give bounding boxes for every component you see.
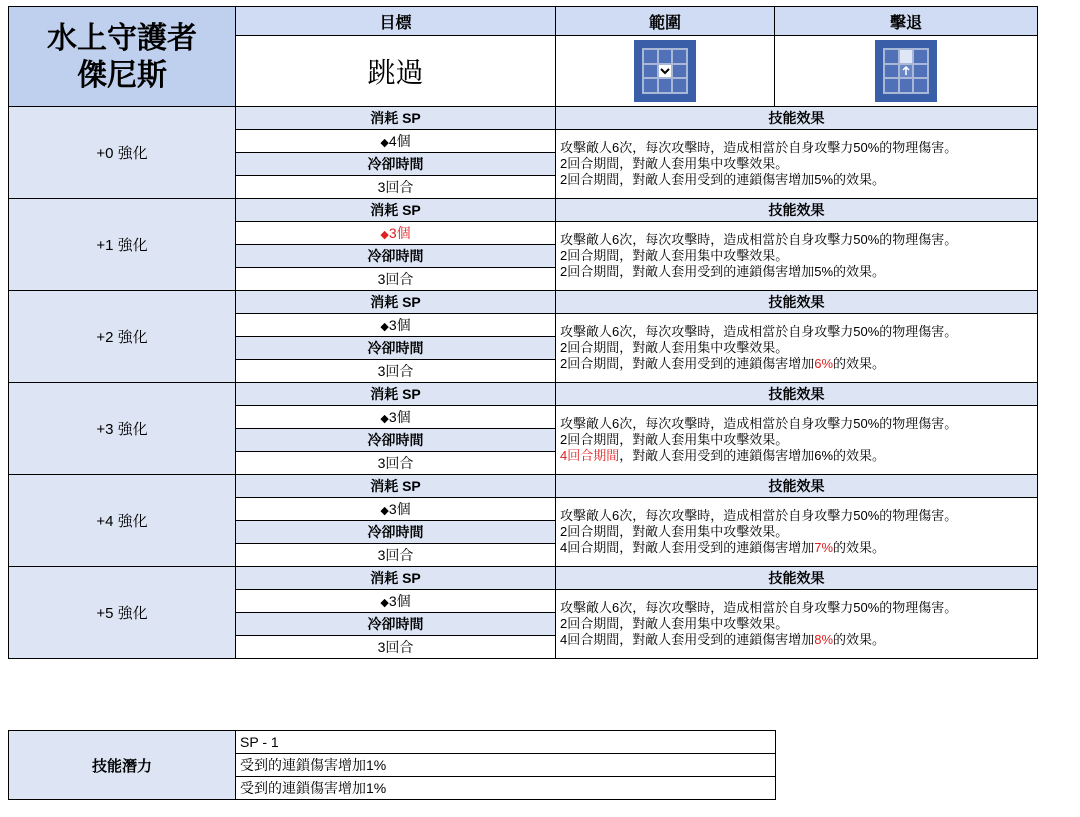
effect-label: 技能效果 (556, 291, 1038, 314)
effect-percent: 6% (814, 448, 834, 463)
effect-line-1: 攻擊敵人6次，每次攻擊時，造成相當於自身攻擊力50%的物理傷害。 (560, 600, 958, 615)
cooldown-label: 冷卻時間 (236, 337, 556, 360)
effect-line-3 (560, 448, 1037, 464)
sp-label: 消耗 SP (236, 291, 556, 314)
cooldown-label: 冷卻時間 (236, 613, 556, 636)
effect-label: 技能效果 (556, 107, 1038, 130)
potential-label: 技能潛力 (9, 731, 236, 800)
cooldown-value: 3回合 (236, 452, 556, 475)
level-label: +5 強化 (9, 567, 236, 659)
effect-percent: 8% (814, 632, 834, 647)
sp-label: 消耗 SP (236, 475, 556, 498)
target-value: 跳過 (236, 36, 556, 107)
diamond-icon: ◆ (380, 597, 389, 609)
potential-item: 受到的連鎖傷害增加1% (236, 777, 776, 800)
sp-value (236, 406, 556, 429)
effect-line-2: 2回合期間，對敵人套用集中攻擊效果。 (560, 616, 789, 631)
sp-amount: 3個 (388, 501, 411, 517)
effect-duration: 4回合期間 (560, 540, 620, 555)
sp-amount: 4個 (388, 133, 411, 149)
effect-label: 技能效果 (556, 383, 1038, 406)
effect-percent: 7% (814, 540, 834, 555)
effect-line-1: 攻擊敵人6次，每次攻擊時，造成相當於自身攻擊力50%的物理傷害。 (560, 324, 958, 339)
knockback-grid-icon (875, 40, 937, 102)
skill-table (8, 6, 1038, 659)
effect-duration: 4回合期間 (560, 632, 620, 647)
effect-percent: 6% (814, 356, 834, 371)
cooldown-label: 冷卻時間 (236, 429, 556, 452)
level-row (9, 567, 1038, 590)
level-row (9, 291, 1038, 314)
effect-text (556, 498, 1038, 567)
sp-amount: 3個 (388, 593, 411, 609)
cooldown-value: 3回合 (236, 360, 556, 383)
sp-label: 消耗 SP (236, 199, 556, 222)
level-label: +3 強化 (9, 383, 236, 475)
range-grid-icon (634, 40, 696, 102)
level-row (9, 383, 1038, 406)
sp-amount: 3個 (388, 409, 411, 425)
effect-line-1: 攻擊敵人6次，每次攻擊時，造成相當於自身攻擊力50%的物理傷害。 (560, 140, 958, 155)
sp-value (236, 498, 556, 521)
diamond-icon: ◆ (380, 137, 389, 149)
level-row (9, 475, 1038, 498)
sp-label: 消耗 SP (236, 383, 556, 406)
target-header: 目標 (236, 7, 556, 36)
effect-line-3 (560, 632, 1037, 648)
effect-line-2: 2回合期間，對敵人套用集中攻擊效果。 (560, 432, 789, 447)
effect-text (556, 314, 1038, 383)
effect-end: 的效果。 (833, 632, 886, 647)
sp-value (236, 130, 556, 153)
effect-line-2: 2回合期間，對敵人套用集中攻擊效果。 (560, 156, 789, 171)
potential-item: 受到的連鎖傷害增加1% (236, 754, 776, 777)
effect-line-1: 攻擊敵人6次，每次攻擊時，造成相當於自身攻擊力50%的物理傷害。 (560, 416, 958, 431)
effect-percent: 5% (814, 264, 834, 279)
sp-value (236, 590, 556, 613)
effect-percent: 5% (814, 172, 834, 187)
effect-line-2: 2回合期間，對敵人套用集中攻擊效果。 (560, 248, 789, 263)
cooldown-value: 3回合 (236, 636, 556, 659)
effect-line-3 (560, 264, 1037, 280)
effect-end: 的效果。 (833, 448, 886, 463)
effect-line-3 (560, 540, 1037, 556)
cooldown-label: 冷卻時間 (236, 153, 556, 176)
range-header: 範圍 (556, 7, 775, 36)
effect-label: 技能效果 (556, 199, 1038, 222)
effect-end: 的效果。 (833, 540, 886, 555)
level-label: +4 強化 (9, 475, 236, 567)
diamond-icon: ◆ (380, 321, 389, 333)
knockback-header: 擊退 (775, 7, 1038, 36)
effect-text (556, 590, 1038, 659)
level-row (9, 107, 1038, 130)
effect-duration: 2回合期間 (560, 356, 620, 371)
level-label: +2 強化 (9, 291, 236, 383)
sp-value (236, 222, 556, 245)
effect-duration: 2回合期間 (560, 264, 620, 279)
level-label: +1 強化 (9, 199, 236, 291)
effect-duration: 4回合期間 (560, 448, 620, 463)
effect-line-1: 攻擊敵人6次，每次攻擊時，造成相當於自身攻擊力50%的物理傷害。 (560, 232, 958, 247)
cooldown-label: 冷卻時間 (236, 521, 556, 544)
effect-label: 技能效果 (556, 475, 1038, 498)
sp-amount: 3個 (388, 225, 411, 241)
sp-label: 消耗 SP (236, 567, 556, 590)
effect-middle: ，對敵人套用受到的連鎖傷害增加 (619, 172, 815, 187)
cooldown-value: 3回合 (236, 176, 556, 199)
potential-item: SP - 1 (236, 731, 776, 754)
effect-line-2: 2回合期間，對敵人套用集中攻擊效果。 (560, 524, 789, 539)
effect-middle: ，對敵人套用受到的連鎖傷害增加 (619, 356, 815, 371)
effect-end: 的效果。 (833, 356, 886, 371)
effect-text (556, 130, 1038, 199)
diamond-icon: ◆ (380, 229, 389, 241)
level-row (9, 199, 1038, 222)
skill-title-line1: 水上守護者 (47, 21, 197, 55)
diamond-icon: ◆ (380, 505, 389, 517)
effect-line-2: 2回合期間，對敵人套用集中攻擊效果。 (560, 340, 789, 355)
diamond-icon: ◆ (380, 413, 389, 425)
effect-end: 的效果。 (833, 172, 886, 187)
sp-amount: 3個 (388, 317, 411, 333)
effect-line-1: 攻擊敵人6次，每次攻擊時，造成相當於自身攻擊力50%的物理傷害。 (560, 508, 958, 523)
level-label: +0 強化 (9, 107, 236, 199)
range-cell (556, 36, 775, 107)
effect-text (556, 406, 1038, 475)
effect-text (556, 222, 1038, 291)
potential-table (8, 730, 776, 800)
effect-line-3 (560, 356, 1037, 372)
effect-end: 的效果。 (833, 264, 886, 279)
effect-middle: ，對敵人套用受到的連鎖傷害增加 (619, 540, 815, 555)
cooldown-value: 3回合 (236, 544, 556, 567)
knockback-cell (775, 36, 1038, 107)
effect-middle: ，對敵人套用受到的連鎖傷害增加 (619, 264, 815, 279)
effect-middle: ，對敵人套用受到的連鎖傷害增加 (619, 632, 815, 647)
effect-middle: ，對敵人套用受到的連鎖傷害增加 (619, 448, 815, 463)
effect-label: 技能效果 (556, 567, 1038, 590)
skill-title-line2: 傑尼斯 (77, 58, 167, 92)
sp-value (236, 314, 556, 337)
cooldown-value: 3回合 (236, 268, 556, 291)
effect-duration: 2回合期間 (560, 172, 620, 187)
skill-title (9, 7, 236, 107)
cooldown-label: 冷卻時間 (236, 245, 556, 268)
effect-line-3 (560, 172, 1037, 188)
sp-label: 消耗 SP (236, 107, 556, 130)
